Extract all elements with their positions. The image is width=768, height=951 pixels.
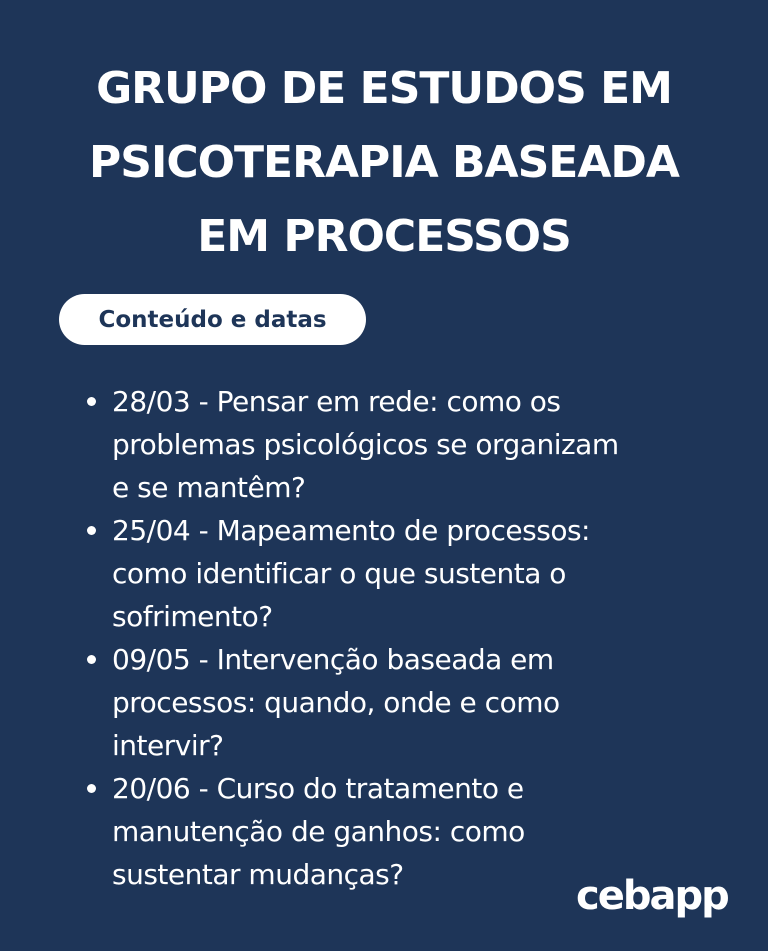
section-label-pill <box>59 294 366 345</box>
agenda-item-4-line-3: sustentar mudanças? <box>112 858 404 891</box>
agenda-item-1-line-2: problemas psicológicos se organizam <box>112 428 619 461</box>
section-label: Conteúdo e datas <box>98 306 327 333</box>
agenda-item-3 <box>84 638 714 767</box>
bullet-icon <box>87 526 96 535</box>
agenda-item-2-line-3: sofrimento? <box>112 600 273 633</box>
agenda-item-4-line-2: manutenção de ganhos: como <box>112 815 525 848</box>
page-title <box>0 52 768 274</box>
title-line-1: GRUPO DE ESTUDOS EM <box>96 63 672 114</box>
agenda-item-3-line-3: intervir? <box>112 729 224 762</box>
cebapp-logo: cebapp <box>576 873 728 919</box>
agenda-item-3-line-1: 09/05 - Intervenção baseada em <box>112 643 554 676</box>
agenda-item-1 <box>84 380 714 509</box>
title-line-2: PSICOTERAPIA BASEADA <box>89 137 679 188</box>
agenda-item-2 <box>84 509 714 638</box>
agenda-item-1-line-1: 28/03 - Pensar em rede: como os <box>112 385 561 418</box>
agenda-item-4-line-1: 20/06 - Curso do tratamento e <box>112 772 524 805</box>
agenda-list <box>84 380 714 896</box>
bullet-icon <box>87 784 96 793</box>
agenda-item-3-line-2: processos: quando, onde e como <box>112 686 560 719</box>
agenda-item-2-line-2: como identificar o que sustenta o <box>112 557 566 590</box>
bullet-icon <box>87 397 96 406</box>
title-line-3: EM PROCESSOS <box>197 211 571 262</box>
agenda-item-1-line-3: e se mantêm? <box>112 471 306 504</box>
bullet-icon <box>87 655 96 664</box>
agenda-item-2-line-1: 25/04 - Mapeamento de processos: <box>112 514 590 547</box>
